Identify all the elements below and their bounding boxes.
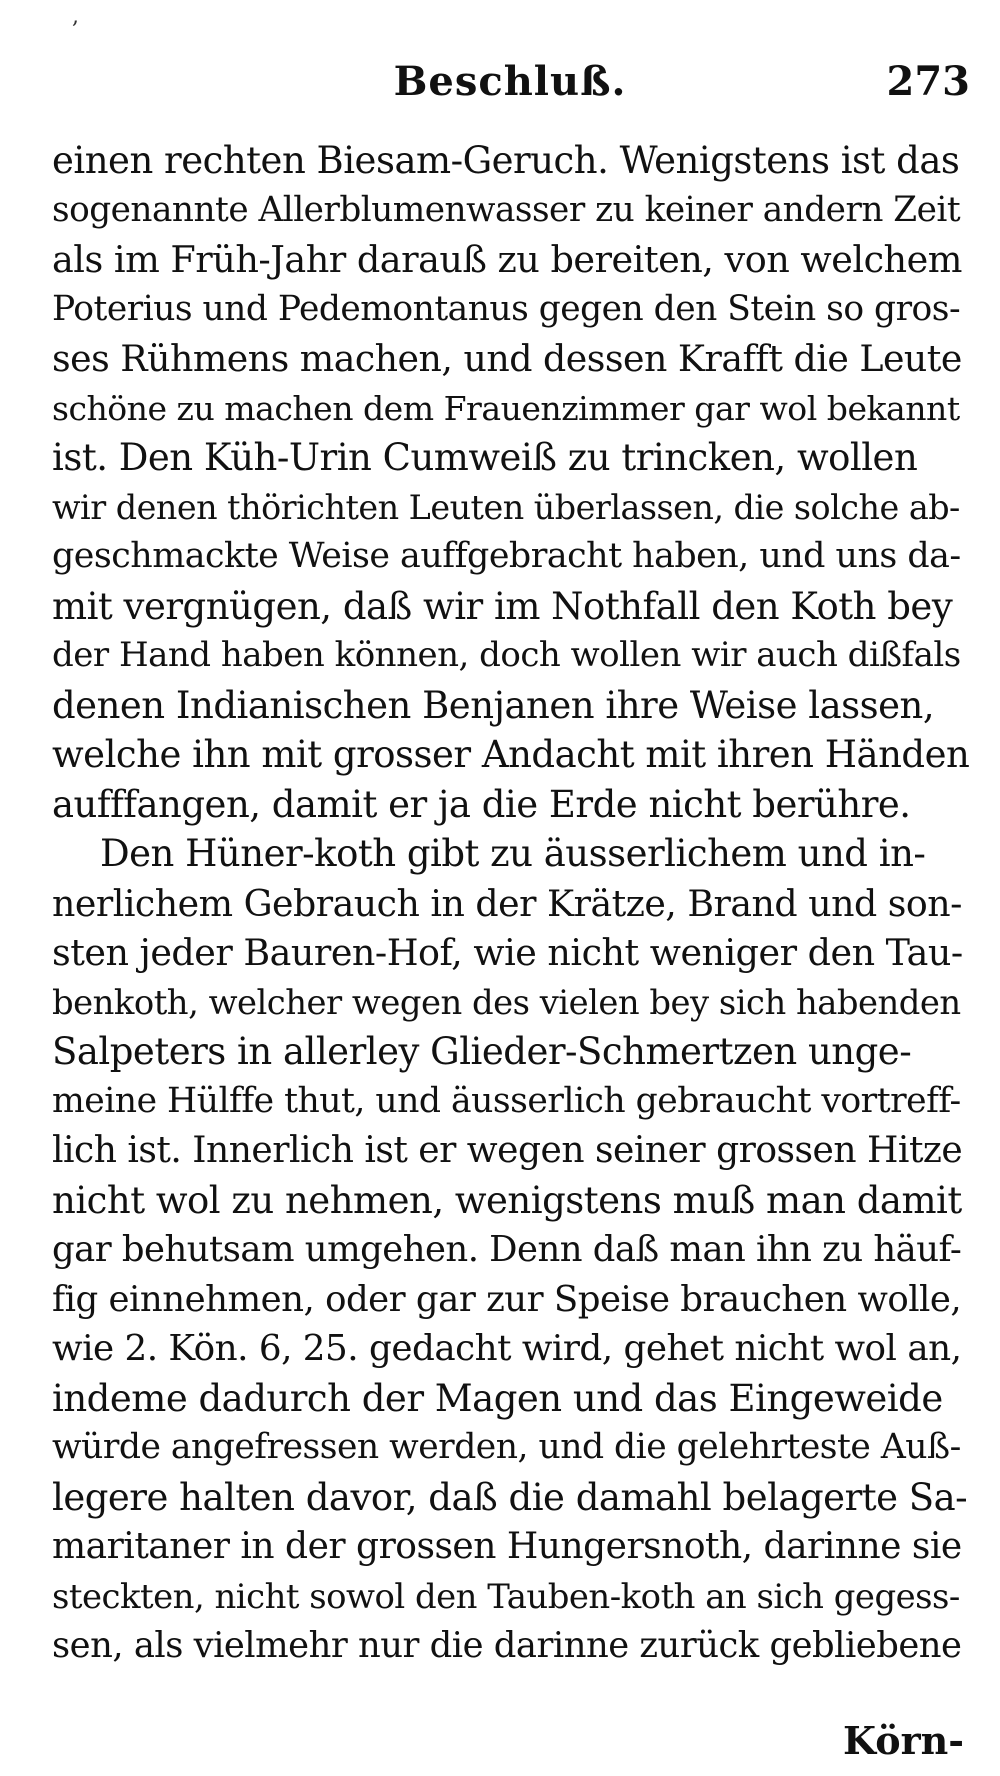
running-title: Beschluß. [393, 58, 627, 105]
body-text [52, 136, 972, 1671]
text-line: meine Hülffe thut, und äusserlich gebraucht vortreff- [52, 1080, 961, 1121]
text-line: würde angefressen werden, und die gelehrteste Auß- [52, 1427, 961, 1467]
text-line: wir denen thörichten Leuten überlassen, die solche ab- [52, 487, 960, 527]
text-line: lich ist. Innerlich ist er wegen seiner grossen Hitze [52, 1130, 963, 1171]
text-line: nicht wol zu nehmen, wenigstens muß man damit [52, 1178, 962, 1222]
text-line: sogenannte Allerblumenwasser zu keiner andern Zeit [52, 189, 961, 230]
text-line: nerlichem Gebrauch in der Krätze, Brand und son- [52, 881, 962, 925]
margin-mark: , [72, 4, 79, 29]
text-line: legere halten davor, daß die damahl belagerte Sa- [52, 1475, 968, 1519]
text-line: ses Rühmens machen, und dessen Krafft die Leute [52, 337, 962, 380]
text-line: aufffangen, damit er ja die Erde nicht berühre. [52, 782, 911, 826]
page-number: 273 [886, 58, 970, 105]
catchword: Körn- [843, 1718, 964, 1763]
page-header [60, 58, 970, 108]
text-line: maritaner in der grossen Hungersnoth, darinne sie [52, 1526, 962, 1567]
text-line: sten jeder Bauren-Hof, wie nicht weniger den Tau- [52, 931, 963, 974]
text-line: denen Indianischen Benjanen ihre Weise lassen, [52, 683, 935, 727]
text-line: indeme dadurch der Magen und das Eingeweide [52, 1376, 943, 1420]
paragraph-start-line: Den Hüner-koth gibt zu äusserlichem und in- [100, 832, 926, 875]
text-line: welche ihn mit grosser Andacht mit ihren Händen [52, 733, 970, 776]
text-line: ist. Den Küh-Urin Cumweiß zu trincken, wollen [52, 436, 918, 479]
text-line: mit vergnügen, daß wir im Nothfall den Koth bey [52, 584, 953, 628]
text-line: sen, als vielmehr nur die darinne zurück gebliebene [52, 1625, 962, 1666]
text-line: schöne zu machen dem Frauenzimmer gar wol bekannt [52, 388, 960, 428]
text-line: Poterius und Pedemontanus gegen den Stein so gros- [52, 288, 961, 329]
text-line: Salpeters in allerley Glieder-Schmertzen unge- [52, 1030, 912, 1073]
text-line: als im Früh-Jahr darauß zu bereiten, von welchem [52, 238, 962, 281]
text-line: einen rechten Biesam-Geruch. Wenigstens ist das [52, 139, 960, 182]
text-line: geschmackte Weise auffgebracht haben, und uns da- [52, 536, 961, 576]
text-line: benkoth, welcher wegen des vielen bey sich habenden [52, 982, 961, 1022]
text-line: steckten, nicht sowol den Tauben-koth an sich gegess- [52, 1576, 960, 1616]
text-line: wie 2. Kön. 6, 25. gedacht wird, gehet nicht wol an, [52, 1328, 962, 1369]
text-line: der Hand haben können, doch wollen wir auch dißfals [52, 635, 961, 675]
text-line: gar behutsam umgehen. Denn daß man ihn zu häuf- [52, 1229, 962, 1270]
text-line: fig einnehmen, oder gar zur Speise brauchen wolle, [52, 1278, 962, 1320]
